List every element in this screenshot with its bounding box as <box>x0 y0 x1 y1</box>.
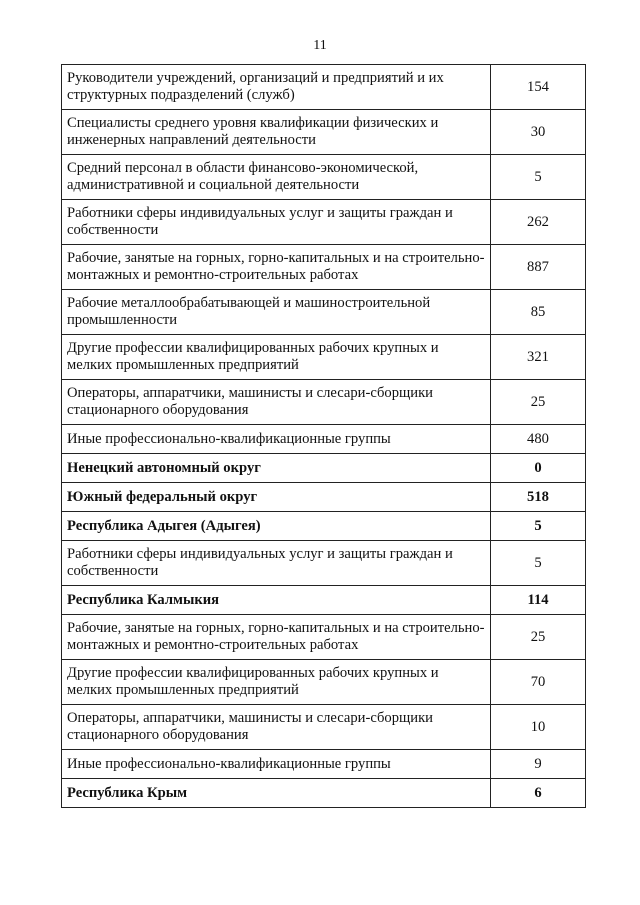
table-row <box>62 200 586 245</box>
row-label: Ненецкий автономный округ <box>62 454 491 483</box>
region-row <box>62 779 586 808</box>
row-value: 5 <box>491 541 586 586</box>
row-value: 70 <box>491 660 586 705</box>
row-label: Иные профессионально-квалификационные группы <box>62 750 491 779</box>
row-value: 114 <box>491 586 586 615</box>
row-label: Рабочие металлообрабатывающей и машиностроительной промышленности <box>62 290 491 335</box>
row-label: Операторы, аппаратчики, машинисты и слесари-сборщики стационарного оборудования <box>62 705 491 750</box>
statistics-table <box>61 64 586 808</box>
row-value: 9 <box>491 750 586 779</box>
region-row <box>62 454 586 483</box>
row-value: 0 <box>491 454 586 483</box>
row-value: 321 <box>491 335 586 380</box>
row-value: 518 <box>491 483 586 512</box>
row-label: Рабочие, занятые на горных, горно-капитальных и на строительно-монтажных и ремонтно-строительных работах <box>62 245 491 290</box>
table-body <box>62 65 586 808</box>
row-label: Специалисты среднего уровня квалификации физических и инженерных направлений деятельности <box>62 110 491 155</box>
table-row <box>62 110 586 155</box>
table-row <box>62 660 586 705</box>
table-row <box>62 335 586 380</box>
row-value: 262 <box>491 200 586 245</box>
row-label: Руководители учреждений, организаций и предприятий и их структурных подразделений (служб) <box>62 65 491 110</box>
row-label: Средний персонал в области финансово-экономической, административной и социальной деятельности <box>62 155 491 200</box>
row-label: Работники сферы индивидуальных услуг и защиты граждан и собственности <box>62 200 491 245</box>
row-value: 5 <box>491 155 586 200</box>
row-value: 154 <box>491 65 586 110</box>
row-value: 25 <box>491 380 586 425</box>
table-row <box>62 541 586 586</box>
row-value: 887 <box>491 245 586 290</box>
table-row <box>62 615 586 660</box>
row-label: Работники сферы индивидуальных услуг и защиты граждан и собственности <box>62 541 491 586</box>
row-value: 25 <box>491 615 586 660</box>
table-row <box>62 65 586 110</box>
row-label: Республика Крым <box>62 779 491 808</box>
row-value: 6 <box>491 779 586 808</box>
table-row <box>62 155 586 200</box>
row-label: Республика Адыгея (Адыгея) <box>62 512 491 541</box>
row-label: Южный федеральный округ <box>62 483 491 512</box>
row-value: 85 <box>491 290 586 335</box>
region-row <box>62 512 586 541</box>
row-label: Другие профессии квалифицированных рабочих крупных и мелких промышленных предприятий <box>62 335 491 380</box>
table-row <box>62 245 586 290</box>
row-value: 10 <box>491 705 586 750</box>
region-row <box>62 483 586 512</box>
table-row <box>62 705 586 750</box>
row-value: 480 <box>491 425 586 454</box>
page-number: 11 <box>313 38 327 53</box>
table-row <box>62 425 586 454</box>
row-label: Иные профессионально-квалификационные группы <box>62 425 491 454</box>
row-label: Республика Калмыкия <box>62 586 491 615</box>
row-label: Операторы, аппаратчики, машинисты и слесари-сборщики стационарного оборудования <box>62 380 491 425</box>
region-row <box>62 586 586 615</box>
row-value: 30 <box>491 110 586 155</box>
table-row <box>62 380 586 425</box>
table-row <box>62 750 586 779</box>
row-value: 5 <box>491 512 586 541</box>
table-row <box>62 290 586 335</box>
row-label: Рабочие, занятые на горных, горно-капитальных и на строительно-монтажных и ремонтно-строительных работах <box>62 615 491 660</box>
row-label: Другие профессии квалифицированных рабочих крупных и мелких промышленных предприятий <box>62 660 491 705</box>
